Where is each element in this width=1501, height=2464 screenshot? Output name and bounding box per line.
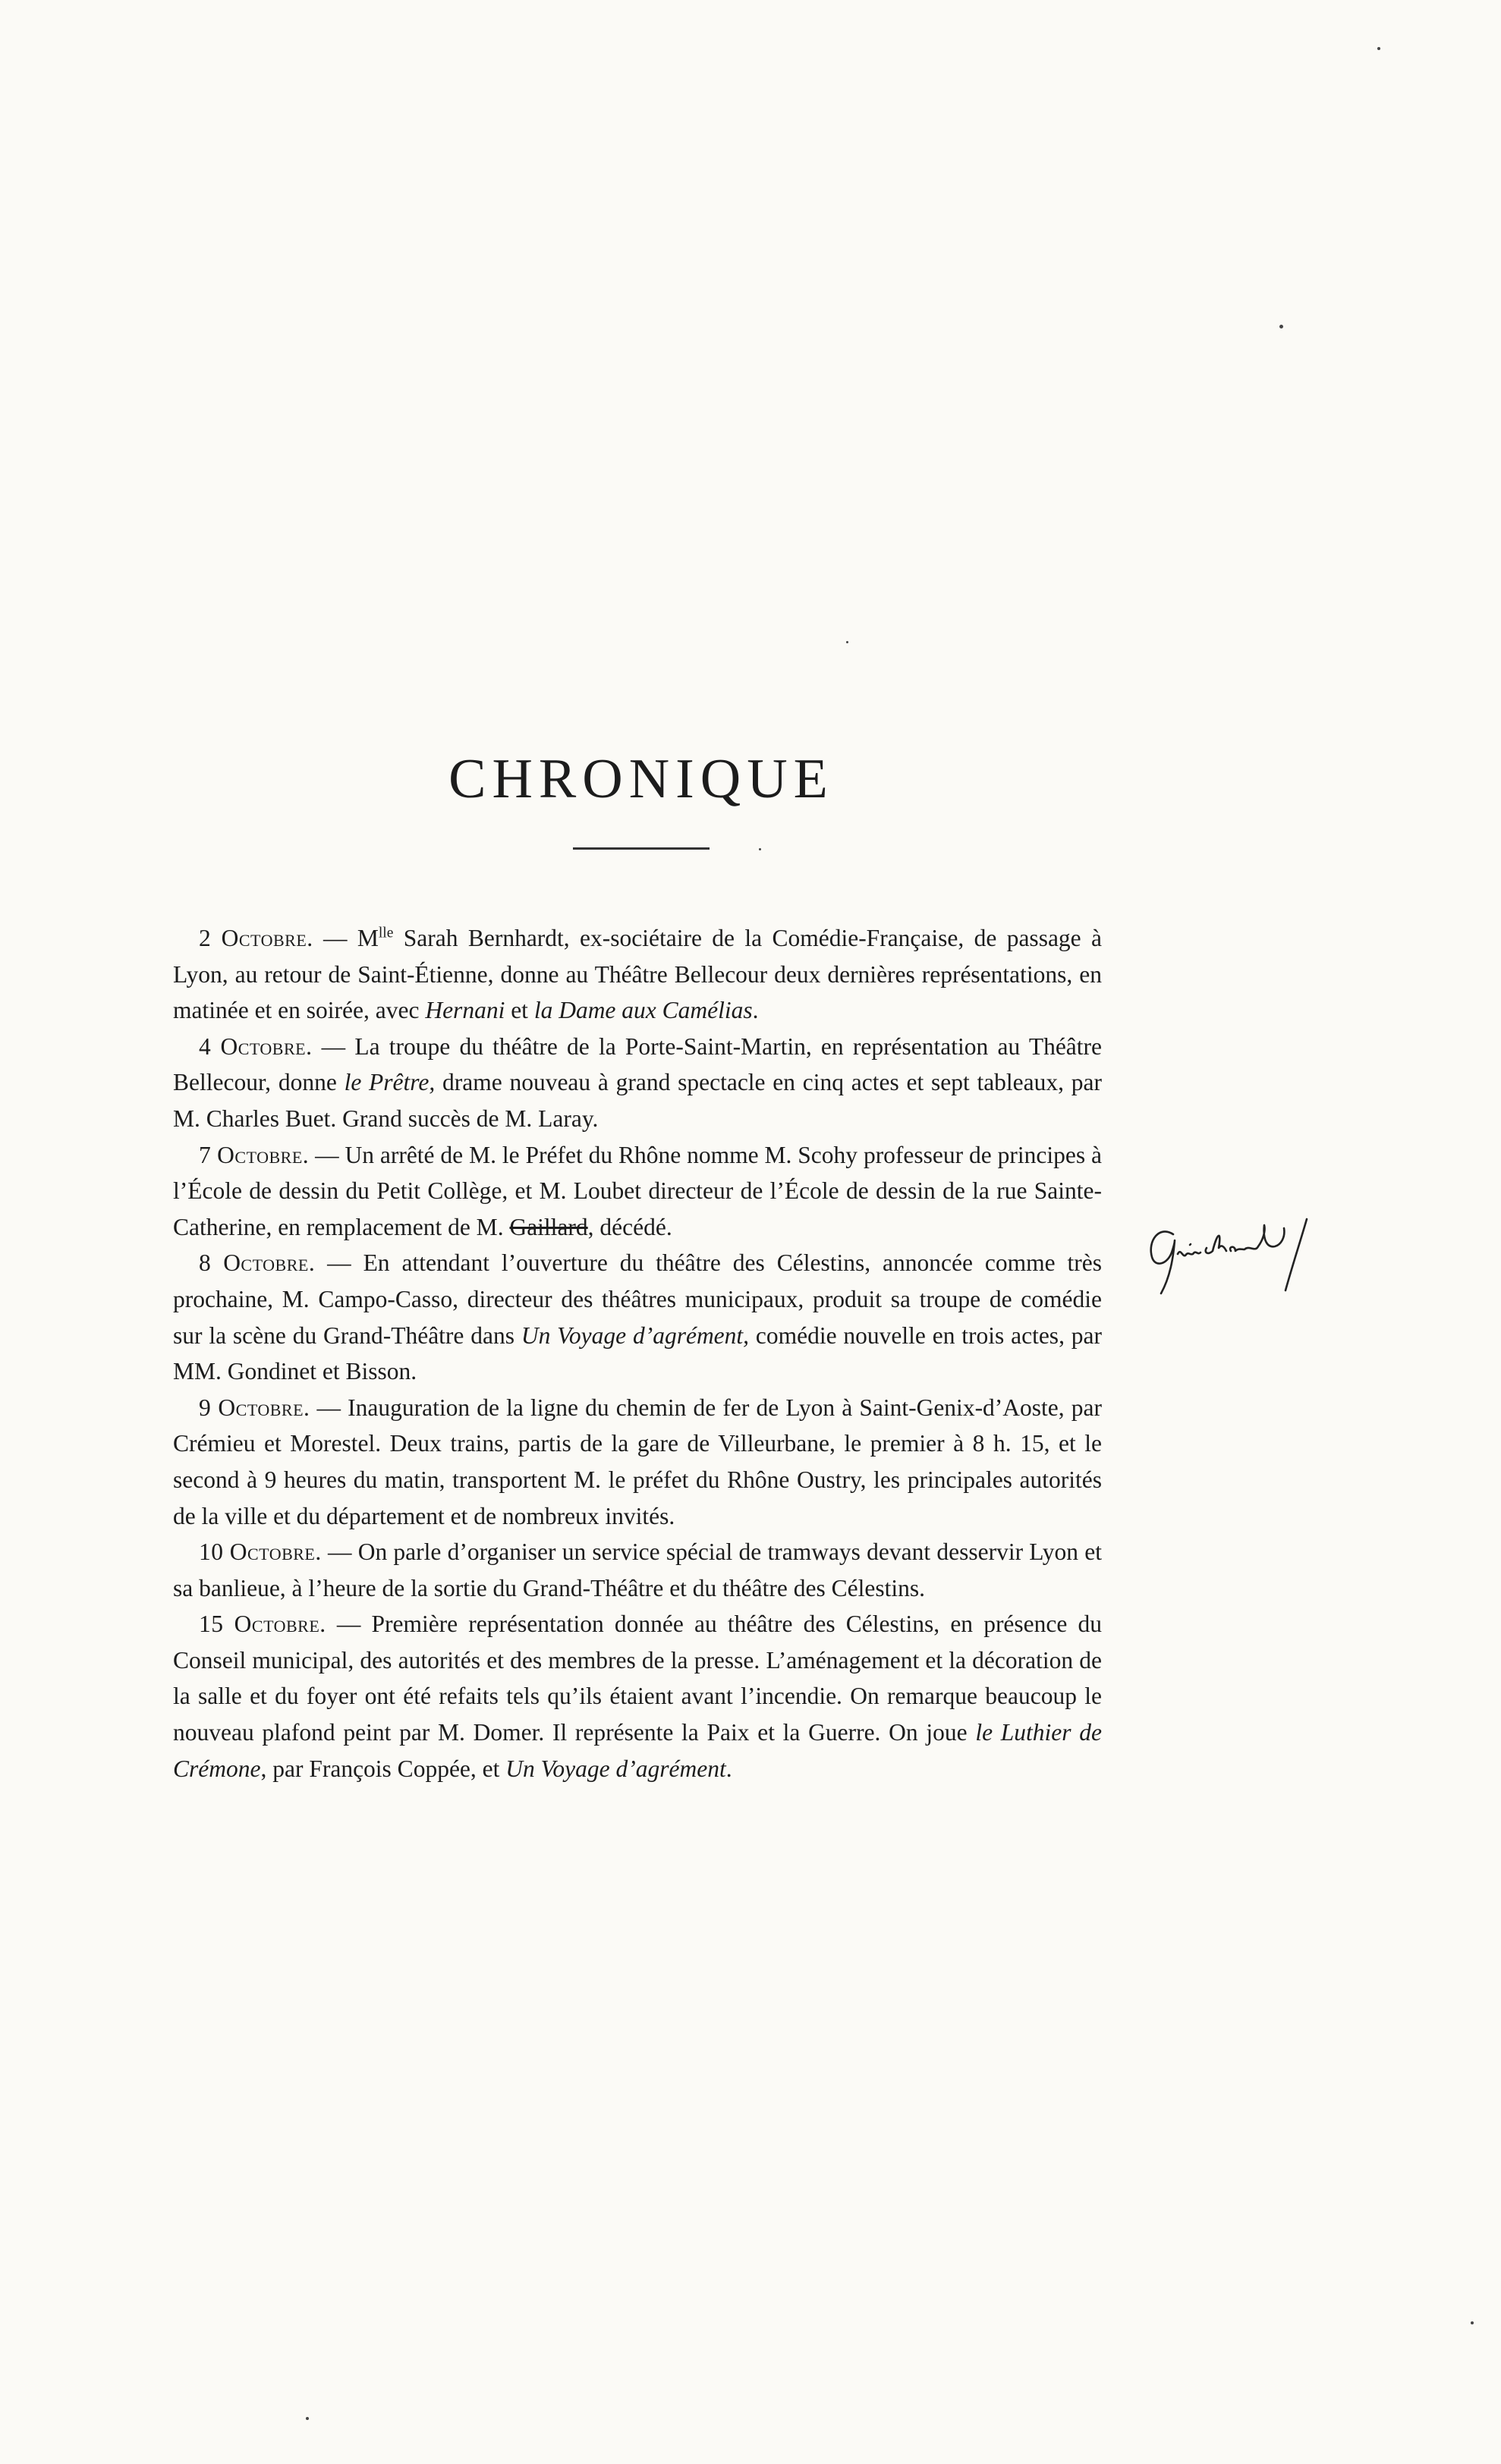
italic-title: le Luthier de Crémone [173, 1719, 1102, 1782]
entry-text: et [505, 997, 534, 1024]
entry-text: , par François Coppée, et [260, 1755, 506, 1782]
scan-speck [759, 848, 761, 850]
handwritten-guichard-signature [1144, 1218, 1319, 1301]
entry-text: comédie nouvelle en trois actes, par MM. Gondinet et Bisson. [173, 1322, 1103, 1385]
entry-month: Octobre. [229, 1538, 322, 1566]
chronicle-entry [173, 1245, 1102, 1389]
chronicle-entry [173, 1534, 1102, 1606]
entry-text: — La troupe du théâtre de la Porte-Saint-Martin, en représentation au Théâtre Bellecour, donne [173, 1032, 1103, 1096]
chronicle-entry [173, 1606, 1102, 1787]
entry-text: Sarah Bernhardt, ex-sociétaire de la Comédie-Française, de passage à Lyon, au retour de Saint-Étienne, donne au Théâtre Bellecour deux dernières représentations, en matinée et en soirée, avec [173, 925, 1103, 1024]
chronicle-entry [173, 1029, 1102, 1137]
entry-month: Octobre. [223, 1249, 316, 1277]
entry-text: . [725, 1755, 732, 1782]
entry-text: drame nouveau à grand spectacle en cinq actes et sept tableaux, par M. Charles Buet. Grand succès de M. Laray. [173, 1069, 1102, 1132]
scan-speck [846, 641, 848, 643]
entry-text: — Inauguration de la ligne du chemin de fer de Lyon à Saint-Genix-d’Aoste, par Crémieu et Morestel. Deux trains, partis de la gare de Villeurbane, le premier à 8 h. 15, et le second à 9 heures du matin, transportent M. le préfet du Rhône Oustry, les principales autorités de la ville et du département et de nombreux invités. [173, 1394, 1103, 1529]
entry-day: 4 [199, 1032, 212, 1060]
entry-text: — Un arrêté de M. le Préfet du Rhône nomme M. Scohy professeur de principes à l’École de dessin du Petit Collège, et M. Loubet directeur de l’École de dessin de la rue Sainte-Catherine, en remplacement de M. [173, 1141, 1103, 1240]
entry-day: 15 [199, 1611, 224, 1638]
italic-title: la Dame aux Camélias [533, 997, 753, 1024]
entry-month: Octobre. [217, 1141, 310, 1168]
chronicle-entry [173, 920, 1102, 1029]
scan-speck [1279, 325, 1283, 328]
entry-month: Octobre. [221, 925, 313, 951]
handwritten-margin-note [1144, 1218, 1319, 1301]
entry-month: Octobre. [218, 1394, 310, 1421]
italic-title: Un Voyage d’agrément [505, 1755, 726, 1782]
entry-day: 10 [199, 1538, 224, 1566]
entry-day: 2 [199, 925, 212, 951]
entry-month: Octobre. [220, 1032, 313, 1060]
entry-text: , décédé. [587, 1213, 672, 1240]
scan-speck [1471, 2321, 1474, 2324]
entry-text: lle [378, 925, 394, 941]
chronicle-entry [173, 1390, 1102, 1534]
scan-speck [1377, 47, 1380, 50]
entry-text: — Première représentation donnée au théâtre des Célestins, en présence du Conseil municipal, des autorités et des membres de la presse. L’aménagement et la décoration de la salle et du foyer ont été refaits tels qu’ils étaient avant l’incendie. On remarque beaucoup le nouveau plafond peint par M. Domer. Il représente la Paix et la Guerre. On joue [173, 1611, 1103, 1746]
entry-day: 9 [199, 1394, 212, 1421]
italic-title: le Prêtre, [344, 1069, 436, 1096]
entry-day: 7 [199, 1141, 212, 1168]
title-rule [573, 847, 710, 850]
entry-text: — M [313, 925, 379, 951]
entry-text: — On parle d’organiser un service spécial de tramways devant desservir Lyon et sa banlieue, à l’heure de la sortie du Grand-Théâtre et du théâtre des Célestins. [173, 1538, 1102, 1601]
italic-title: Un Voyage d’agrément, [521, 1322, 750, 1349]
entry-text: — En attendant l’ouverture du théâtre des Célestins, annoncée comme très prochaine, M. Campo-Casso, directeur des théâtres municipaux, produit sa troupe de comédie sur la scène du Grand-Théâtre dans [173, 1249, 1103, 1349]
scan-speck [306, 2417, 309, 2420]
italic-title: Hernani [425, 997, 505, 1024]
entry-day: 8 [199, 1249, 212, 1277]
page-title: CHRONIQUE [448, 748, 834, 810]
chronicle-body [173, 920, 1102, 1787]
struck-name: Gaillard [509, 1213, 588, 1240]
entry-text: . [752, 997, 759, 1024]
chronicle-entry [173, 1137, 1102, 1246]
entry-month: Octobre. [234, 1611, 326, 1638]
